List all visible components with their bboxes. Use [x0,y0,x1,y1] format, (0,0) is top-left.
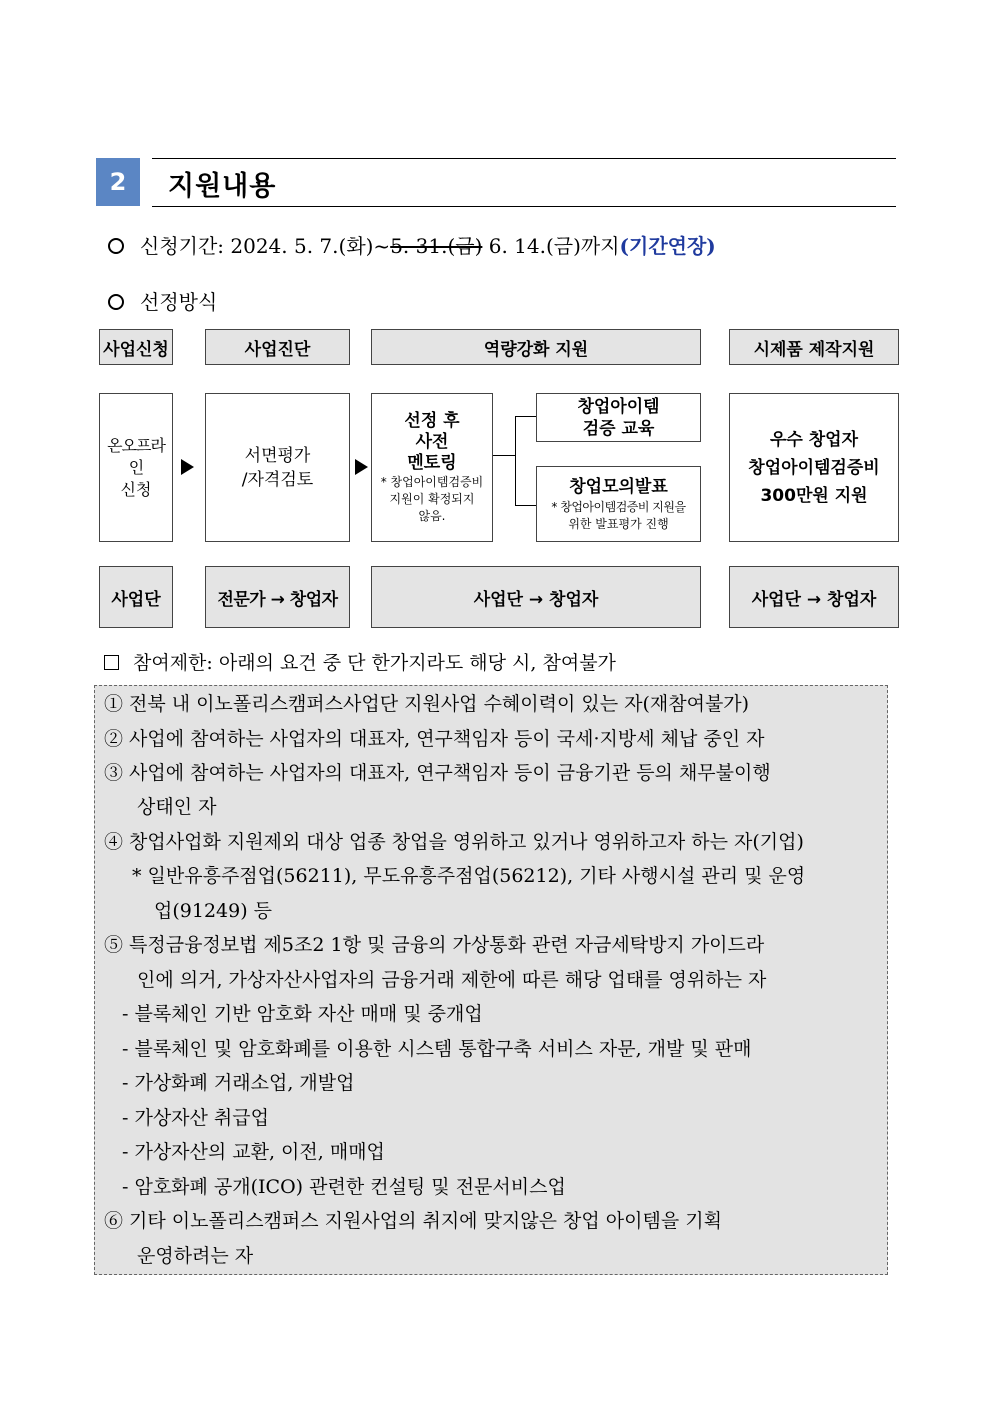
flow-footer-prototype: 사업단 → 창업자 [729,566,899,628]
arrow-right-icon [355,459,368,475]
restriction-line: - 블록체인 기반 암호화 자산 매매 및 중개업 [122,1003,483,1025]
flow-step-prototype-support [729,393,899,542]
restriction-line: - 블록체인 및 암호화폐를 이용한 시스템 통합구축 서비스 자문, 개발 및 판매 [122,1038,752,1060]
restriction-line: - 암호화폐 공개(ICO) 관련한 컨설팅 및 전문서비스업 [122,1176,566,1198]
step-diagnosis-line2: /자격검토 [241,469,314,490]
restriction-line: 인에 의거, 가상자산사업자의 금융거래 제한에 따른 해당 업태를 영위하는 자 [137,969,767,991]
restriction-line: ④ 창업사업화 지원제외 대상 업종 창업을 영위하고 있거나 영위하고자 하는 자(기업) [104,831,804,853]
period-struck-date: 5. 31.(금) [390,234,483,258]
restriction-line: - 가상자산의 교환, 이전, 매매업 [122,1141,385,1163]
period-extension-label: (기간연장) [619,234,716,258]
step-mentoring-note3: 않음. [418,508,446,523]
circle-bullet-icon [108,238,124,254]
restriction-line: ② 사업에 참여하는 사업자의 대표자, 연구책임자 등이 국세·지방세 체납 중인 자 [104,728,765,750]
restriction-line: ① 전북 내 이노폴리스캠퍼스사업단 지원사업 수혜이력이 있는 자(재참여불가) [104,693,750,715]
flow-step-diagnosis [205,393,350,542]
period-line [108,230,716,259]
connector-line [515,416,516,505]
step-mentoring-line1: 선정 후 [404,410,460,431]
step-mentoring-note2: 지원이 확정되지 [389,491,475,506]
step-mentoring-line2: 사전 [415,431,449,452]
circle-bullet-icon [108,294,124,310]
flow-header-diagnosis: 사업진단 [205,329,350,365]
flow-footer-diagnosis: 전문가 → 창업자 [205,566,350,628]
flow-step-mentoring [371,393,493,542]
step-prototype-line1: 우수 창업자 [769,429,859,450]
flow-header-prototype: 시제품 제작지원 [729,329,899,365]
restriction-line: - 가상자산 취급업 [122,1107,269,1129]
step-prototype-line3: 300만원 지원 [760,485,868,506]
step-education-line2: 검증 교육 [582,418,655,439]
section-rule-bottom [152,206,896,207]
restriction-line: 상태인 자 [137,796,217,818]
flow-step-verification-education [536,393,701,442]
restriction-title: 참여제한: 아래의 요건 중 단 한가지라도 해당 시, 참여불가 [133,652,616,674]
restriction-line: * 일반유흥주점업(56211), 무도유흥주점업(56212), 기타 사행시설 관리 및 운영 [132,865,806,887]
connector-line [493,455,515,456]
step-diagnosis-line1: 서면평가 [244,445,311,466]
flow-header-apply: 사업신청 [99,329,173,365]
flow-header-capacity: 역량강화 지원 [371,329,701,365]
period-new-date: 6. 14.(금)까지 [482,234,620,258]
section-rule-top [152,158,896,159]
method-line [108,286,217,315]
step-presentation-note2: 위한 발표평가 진행 [568,517,669,531]
flow-footer-capacity: 사업단 → 창업자 [371,566,701,628]
restriction-title-line [104,648,616,675]
restriction-line: 업(91249) 등 [154,900,273,922]
step-prototype-line2: 창업아이템검증비 [748,457,880,478]
step-presentation-note1: * 창업아이템검증비 지원을 [551,500,686,514]
flow-step-mock-presentation [536,466,701,542]
flow-step-apply [99,393,173,542]
step-apply-line2: 신청 [120,479,152,499]
restriction-line: ③ 사업에 참여하는 사업자의 대표자, 연구책임자 등이 금융기관 등의 채무불이행 [104,762,771,784]
restriction-line: 운영하려는 자 [137,1245,254,1267]
restriction-line: ⑤ 특정금융정보법 제5조2 1항 및 금융의 가상통화 관련 자금세탁방지 가이드라 [104,934,765,956]
arrow-right-icon [181,459,194,475]
section-title: 지원내용 [168,171,277,202]
step-presentation-title: 창업모의발표 [569,477,668,497]
section-number-badge: 2 [96,158,140,206]
square-bullet-icon [104,655,119,670]
step-education-line1: 창업아이템 [577,396,660,417]
step-mentoring-note1: * 창업아이템검증비 [380,474,484,489]
flow-footer-apply: 사업단 [99,566,173,628]
step-mentoring-line3: 멘토링 [407,452,457,473]
step-apply-line1: 온오프라인 [107,435,165,477]
restriction-line: - 가상화폐 거래소업, 개발업 [122,1072,355,1094]
method-label: 선정방식 [140,290,218,314]
connector-line [515,416,536,417]
restriction-line: ⑥ 기타 이노폴리스캠퍼스 지원사업의 취지에 맞지않은 창업 아이템을 기획 [104,1210,722,1232]
period-prefix: 신청기간: 2024. 5. 7.(화)~ [140,234,391,258]
connector-line [515,505,536,506]
